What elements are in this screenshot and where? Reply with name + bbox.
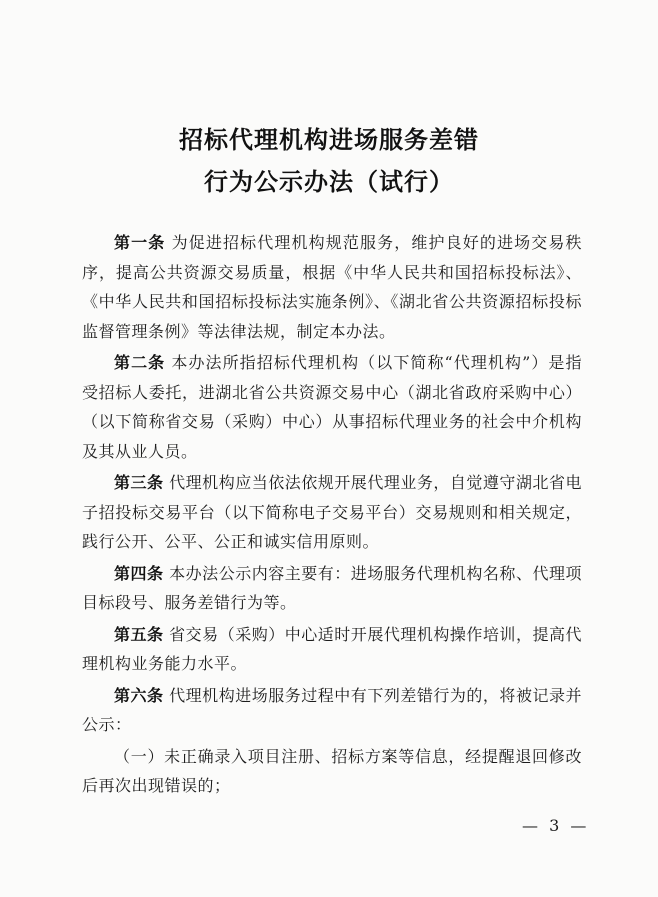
article-label: 第二条 [114,353,166,372]
paragraph-article-5 [82,620,582,679]
article-label: 第一条 [114,233,166,252]
article-label: 第三条 [114,473,164,492]
paragraph-article-6 [82,681,582,740]
article-label: 第六条 [114,685,164,705]
article-text: 本办法公示内容主要有：进场服务代理机构名称、代理项目标段号、服务差错行为等。 [82,563,582,612]
paragraph-item-1 [82,742,582,801]
document-title-line-2: 行为公示办法（试行） [204,167,454,196]
paragraph-article-2 [82,348,582,466]
article-text: 省交易（采购）中心适时开展代理机构操作培训，提高代理机构业务能力水平。 [82,624,582,673]
document-body [82,228,582,803]
paragraph-article-3 [82,468,582,557]
page-number: — 3 — [522,816,590,835]
article-label: 第五条 [114,624,164,644]
article-text: 代理机构进场服务过程中有下列差错行为的，将被记录并公示： [82,685,582,734]
item-text: （一）未正确录入项目注册、招标方案等信息，经提醒退回修改后再次出现错误的； [82,746,582,795]
article-text: 代理机构应当依法依规开展代理业务，自觉遵守湖北省电子招投标交易平台（以下简称电子交易平台）交易规则和相关规定，践行公开、公平、公正和诚实信用原则。 [82,473,582,551]
paragraph-article-4 [82,559,582,618]
article-text: 本办法所指招标代理机构（以下简称“代理机构”）是指受招标人委托，进湖北省公共资源交易中心（湖北省政府采购中心）（以下简称省交易（采购）中心）从事招标代理业务的社会中介机构及其从业人员。 [82,353,582,461]
paragraph-article-1 [82,228,582,346]
article-label: 第四条 [114,563,164,583]
document-title-line-1: 招标代理机构进场服务差错 [179,125,479,154]
article-text: 为促进招标代理机构规范服务，维护良好的进场交易秩序，提高公共资源交易质量，根据《中华人民共和国招标投标法》、《中华人民共和国招标投标法实施条例》、《湖北省公共资源招标投标监督管理条例》等法律法规，制定本办法。 [82,233,582,341]
